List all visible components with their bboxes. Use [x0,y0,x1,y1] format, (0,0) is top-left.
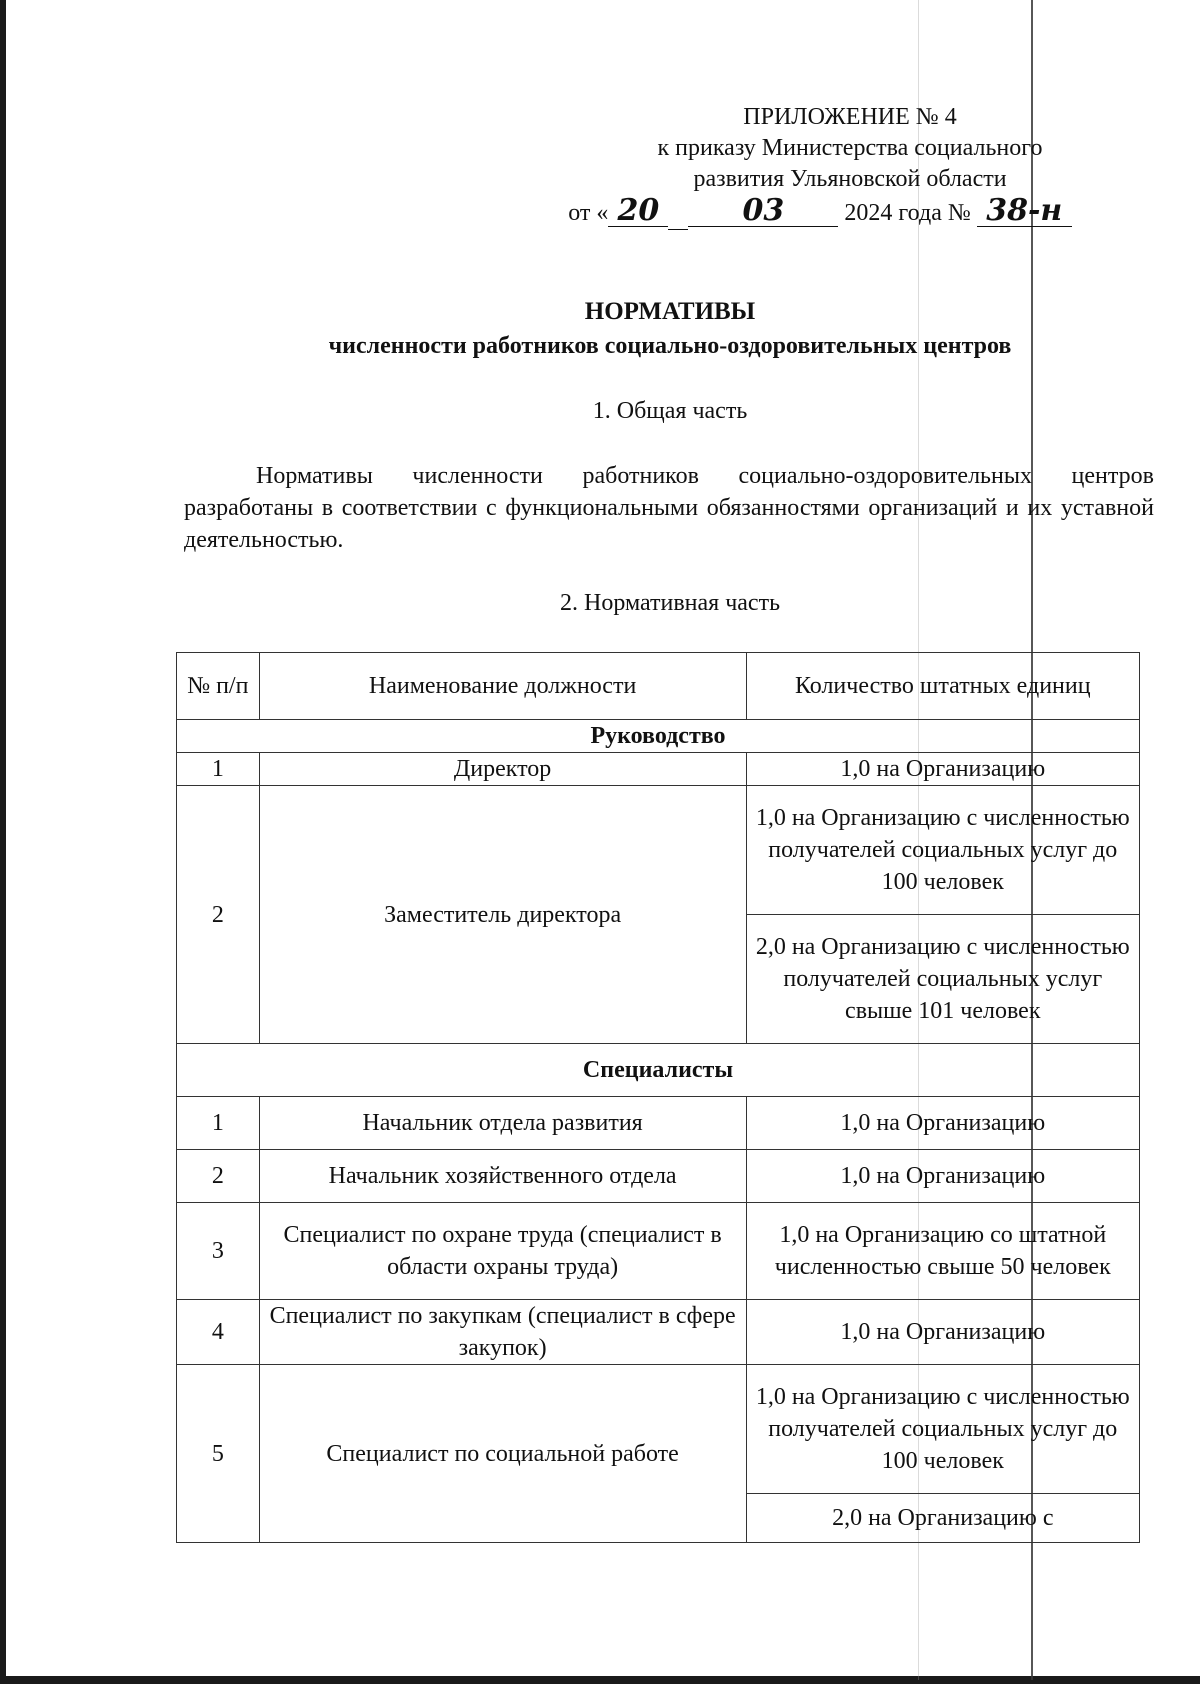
section-general-heading: 1. Общая часть [592,398,748,424]
header-num: № п/п [177,653,260,720]
header-position: Наименование должности [259,653,746,720]
table-row [177,1203,1140,1300]
section-general-text [184,460,1154,556]
table-row [177,1365,1140,1494]
date-day-handwritten: 20 [608,195,668,227]
table-row [177,1300,1140,1365]
scan-frame-left [0,0,6,1684]
group-specialists: Специалисты [177,1044,1140,1097]
row-num: 2 [177,786,260,1044]
table-row [177,1150,1140,1203]
header-units: Количество штатных единиц [746,653,1139,720]
appendix-number: ПРИЛОЖЕНИЕ № 4 [743,104,957,130]
row-num: 3 [177,1203,260,1300]
row-units: 1,0 на Организацию [746,1097,1139,1150]
row-num: 1 [177,753,260,786]
staffing-norms-table [176,652,1140,1543]
row-units-option-a: 1,0 на Организацию с численностью получателей социальных услуг до 100 человек [746,1365,1139,1494]
row-num: 5 [177,1365,260,1543]
row-position: Специалист по закупкам (специалист в сфере закупок) [259,1300,746,1365]
row-num: 2 [177,1150,260,1203]
document-subtitle: численности работников социально-оздоровительных центров [328,333,1012,359]
date-prefix: от « [568,200,609,226]
row-position: Специалист по охране труда (специалист в области охраны труда) [259,1203,746,1300]
row-units: 1,0 на Организацию [746,753,1139,786]
row-position: Заместитель директора [259,786,746,1044]
table-row [177,753,1140,786]
row-units-option-a: 1,0 на Организацию с численностью получателей социальных услуг до 100 человек [746,786,1139,915]
section-general-paragraph: Нормативы численности работников социально-оздоровительных центров разработаны в соответствии с функциональными обязанностями организаций и их уставной деятельностью. [184,463,1154,553]
order-reference-line1: к приказу Министерства социального [657,135,1043,161]
scan-frame-bottom [0,1676,1200,1684]
group-management: Руководство [177,720,1140,753]
order-date-line [540,195,1100,230]
row-num: 1 [177,1097,260,1150]
date-month-handwritten: 03 [688,195,838,227]
order-reference-line2: развития Ульяновской области [693,166,1007,192]
row-position: Директор [259,753,746,786]
row-units: 1,0 на Организацию [746,1150,1139,1203]
order-number-handwritten: 38-н [977,195,1072,227]
row-num: 4 [177,1300,260,1365]
row-units: 1,0 на Организацию [746,1300,1139,1365]
date-year: 2024 года № [844,200,971,226]
group-row-specialists [177,1044,1140,1097]
row-units-option-b: 2,0 на Организацию с [746,1494,1139,1543]
table-row [177,1097,1140,1150]
section-normative-heading: 2. Нормативная часть [559,590,781,616]
row-position: Начальник хозяйственного отдела [259,1150,746,1203]
row-position: Начальник отдела развития [259,1097,746,1150]
table-header-row [177,653,1140,720]
appendix-header [570,102,1130,230]
group-row-management [177,720,1140,753]
document-title: НОРМАТИВЫ [584,298,756,325]
date-gap [668,198,688,230]
row-units-option-b: 2,0 на Организацию с численностью получателей социальных услуг свыше 101 человек [746,915,1139,1044]
row-position: Специалист по социальной работе [259,1365,746,1543]
row-units: 1,0 на Организацию со штатной численностью свыше 50 человек [746,1203,1139,1300]
table-row [177,786,1140,915]
